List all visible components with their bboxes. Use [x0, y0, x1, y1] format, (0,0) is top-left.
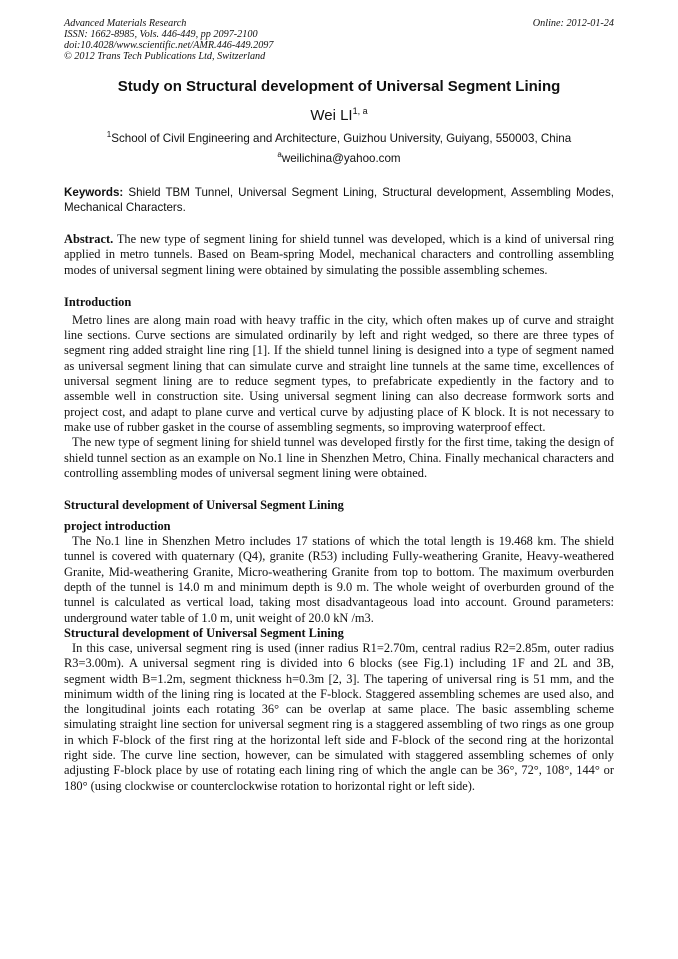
author-line [64, 107, 614, 125]
email-line [64, 152, 614, 166]
email-address: weilichina@yahoo.com [281, 152, 401, 165]
structural-paragraph: In this case, universal segment ring is used (inner radius R1=2.70m, central radius R2=2.85m, outer radius R3=3.00m). A universal segment ring is divided into 6 blocks (see Fig.1) including 1F and 2L and 3B, segment width B=1.2m, segment thickness h=0.3m [2, 3]. The tapering of universal ring is 51 mm, and the minimum width of the lining ring is located at the F-block. Staggered assembling schemes are used also, and the longitudinal joints each rotating 36° can be overlap at same place. The basic assembling scheme simulating straight line section for universal segment ring is a staggered assembling of two rings as one group in which F-block of the first ring at the horizontal left side and F-block of the second ring at the horizontal right side. The curve line section, however, can be simulated with staggered assembling schemes of only adjusting F-block place by use of rotating each lining ring of which the angle can be 36°, 72°, 108°, 144° or 180° (using clockwise or counterclockwise rotation to horizontal right or left side). [64, 640, 614, 793]
journal-header [64, 18, 614, 62]
keywords-label: Keywords: [64, 186, 124, 199]
affiliation-line [64, 132, 614, 146]
project-paragraph: The No.1 line in Shenzhen Metro includes 17 stations of which the total length is 19.468 km. The shield tunnel is covered with quaternary (Q4), granite (R53) including Fully-weathering Granite, Heavy-weathered Granite, Mid-weathering Granite, Micro-weathering Granite from top to bottom. The maximum overburden depth of the tunnel is 14.0 m and minimum depth is 9.0 m. The whole weight of overburden ground of the tunnel is calculated as vertical load, taking most disadvantageous load into account. Ground parameters: underground water table of 1.0 m, unit weight of 20.0 kN /m3. [64, 534, 614, 625]
email-superscript: a [277, 150, 282, 159]
journal-copyright: © 2012 Trans Tech Publications Ltd, Switzerland [64, 51, 266, 62]
journal-doi: doi:10.4028/www.scientific.net/AMR.446-449.2097 [64, 40, 274, 51]
author-name: Wei LI [310, 107, 353, 124]
section-heading: Structural development of Universal Segment Lining [64, 498, 344, 513]
author-superscript: 1, a [352, 106, 368, 116]
journal-name: Advanced Materials Research [64, 18, 187, 29]
affiliation-text: School of Civil Engineering and Architecture, Guizhou University, Guiyang, 550003, China [111, 132, 572, 145]
keywords-text: Shield TBM Tunnel, Universal Segment Lining, Structural development, Assembling Modes, Mechanical Characters. [64, 186, 614, 214]
online-date: Online: 2012-01-24 [532, 18, 614, 29]
introduction-paragraph-1: Metro lines are along main road with heavy traffic in the city, which often makes up of curve and straight line sections. Curve sections are simulated ordinarily by left and right wedged, so there are three types of segment ring added straight line ring [1]. If the shield tunnel lining is designed into a type of segment named as universal segment lining that can simulate curve and straight line tunnels at the same time, excellences of universal segment lining are to reduce segment types, to prefabricate expediently in the factory and to assemble well in construction site. Using universal segment lining can also decrease formwork sorts and project cost, and adapt to plane curve and vertical curve by adjusting place of K block. It is not necessary to make use of rubber gasket in the course of assembling segments, so improving waterproof effect. [64, 312, 614, 434]
affiliation-superscript: 1 [106, 130, 112, 139]
subsection-heading-project: project introduction [64, 519, 171, 534]
abstract-label: Abstract. [64, 232, 114, 246]
journal-issn: ISSN: 1662-8985, Vols. 446-449, pp 2097-2100 [64, 29, 258, 40]
introduction-paragraph-2: The new type of segment lining for shield tunnel was developed firstly for the first time, taking the design of shield tunnel section as an example on No.1 line in Shenzhen Metro, China. Finally mechanical characters and controlling assembling modes of universal segment lining were obtained. [64, 435, 614, 480]
keywords [64, 185, 614, 215]
introduction-heading: Introduction [64, 294, 132, 309]
abstract-text: The new type of segment lining for shield tunnel was developed, which is a kind of universal ring applied in metro tunnels. Based on Beam-spring Model, mechanical characters and controlling assembling modes of universal segment lining were obtained by simulating the possible assembling schemes. [64, 232, 614, 277]
paper-title: Study on Structural development of Universal Segment Lining [117, 78, 561, 95]
abstract [64, 232, 614, 278]
subsection-heading-structural: Structural development of Universal Segment Lining [64, 625, 344, 640]
